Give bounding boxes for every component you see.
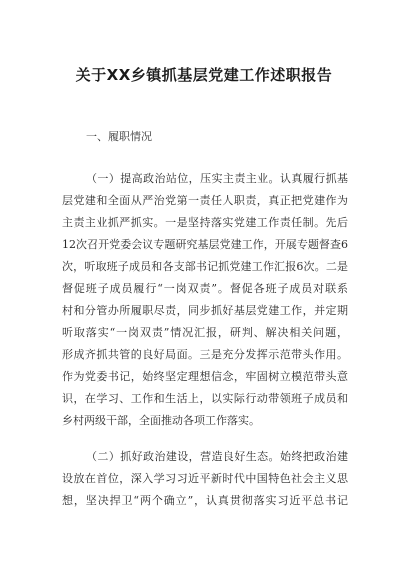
section-heading: 一、履职情况 <box>86 130 152 143</box>
paragraph-1-line-11: 识，在学习、工作和生活上，以实际行动带领班子成员和 <box>62 392 348 405</box>
paragraph-1-line-10: 作为党委书记，始终坚定理想信念，牢固树立模范带头意 <box>62 370 348 383</box>
paragraph-1-line-8: 听取落实“一岗双责”情况汇报，研判、解决相关问题， <box>62 326 348 339</box>
paragraph-1-line-4: 12次召开党委会议专题研究基层党建工作，开展专题督查6 <box>62 238 348 251</box>
paragraph-1-line-1: （一）提高政治站位，压实主责主业。认真履行抓基 <box>86 172 348 185</box>
paragraph-1-line-12: 乡村两级干部，全面推动各项工作落实。 <box>62 414 260 427</box>
paragraph-1-line-3: 主责主业抓严抓实。一是坚持落实党建工作责任制。先后 <box>62 216 348 229</box>
paragraph-2-line-2: 设放在首位，深入学习习近平新时代中国特色社会主义思 <box>62 472 348 485</box>
paragraph-1-line-2: 层党建和全面从严治党第一责任人职责，真正把党建作为 <box>62 194 348 207</box>
document-title: 关于XX乡镇抓基层党建工作述职报告 <box>75 66 333 84</box>
paragraph-1-line-7: 村和分管办所履职尽责，同步抓好基层党建工作，并定期 <box>62 304 348 317</box>
paragraph-2-line-1: （二）抓好政治建设，营造良好生态。始终把政治建 <box>86 450 348 463</box>
paragraph-1-line-9: 形成齐抓共管的良好局面。三是充分发挥示范带头作用。 <box>62 348 348 361</box>
paragraph-1-line-5: 次，听取班子成员和各支部书记抓党建工作汇报6次。二是 <box>62 260 348 273</box>
paragraph-2-line-3: 想，坚决捍卫“两个确立”，认真贯彻落实习近平总书记 <box>62 494 348 507</box>
paragraph-1-line-6: 督促班子成员履行“一岗双责”。督促各班子成员对联系 <box>62 282 348 295</box>
